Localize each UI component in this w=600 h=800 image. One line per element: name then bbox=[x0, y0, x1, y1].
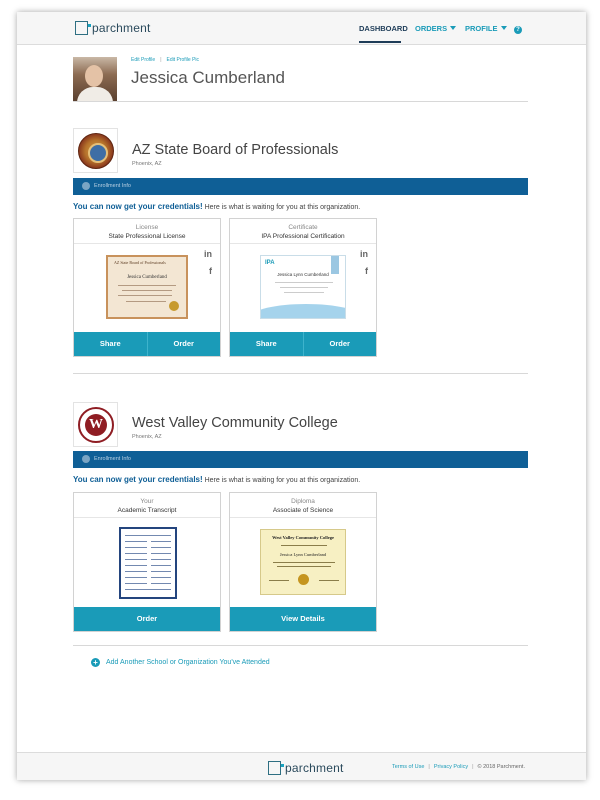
wave-decoration bbox=[260, 304, 346, 319]
card-name: IPA Professional Certification bbox=[261, 233, 345, 240]
credentials-message bbox=[73, 475, 360, 484]
edit-profile-pic-link[interactable]: Edit Profile Pic bbox=[166, 57, 200, 63]
card-type: License bbox=[135, 224, 159, 231]
enrollment-info-bar[interactable] bbox=[73, 451, 528, 468]
doc-title: AZ State Board of Professionals bbox=[114, 260, 166, 265]
diploma-preview[interactable] bbox=[260, 529, 346, 595]
enrollment-info-label: Enrollment Info bbox=[94, 183, 131, 189]
divider bbox=[73, 373, 528, 374]
org-name: West Valley Community College bbox=[132, 415, 338, 431]
divider bbox=[73, 645, 528, 646]
order-button[interactable]: Order bbox=[74, 607, 220, 631]
footer-links bbox=[392, 764, 525, 770]
order-button[interactable]: Order bbox=[303, 332, 377, 356]
card-actions bbox=[230, 607, 376, 631]
doc-holder: Jessica Cumberland bbox=[127, 275, 167, 280]
az-seal-icon bbox=[78, 133, 114, 169]
card-name: State Professional License bbox=[108, 233, 186, 240]
nav-profile[interactable] bbox=[465, 24, 507, 33]
footer-logo[interactable] bbox=[268, 761, 344, 775]
linkedin-icon[interactable]: in bbox=[204, 249, 212, 259]
plus-icon: + bbox=[91, 658, 100, 667]
card-type: Certificate bbox=[288, 224, 318, 231]
help-icon[interactable]: ? bbox=[514, 26, 522, 34]
doc-title: IPA bbox=[265, 260, 275, 266]
nav-profile-label: PROFILE bbox=[465, 24, 498, 33]
add-school-label: Add Another School or Organization You've Attended bbox=[106, 659, 270, 666]
card-actions bbox=[74, 332, 220, 356]
enrollment-info-label: Enrollment Info bbox=[94, 456, 131, 462]
parchment-logo[interactable] bbox=[75, 21, 151, 35]
card-divider bbox=[230, 517, 376, 518]
credential-card-transcript bbox=[73, 492, 221, 632]
top-navbar bbox=[17, 12, 586, 45]
wvcc-seal-icon bbox=[78, 407, 114, 443]
certificate-preview[interactable] bbox=[260, 255, 346, 319]
card-actions bbox=[230, 332, 376, 356]
card-name: Academic Transcript bbox=[117, 507, 177, 514]
credential-card-license bbox=[73, 218, 221, 357]
parchment-logo-icon bbox=[75, 21, 88, 35]
chevron-down-icon bbox=[450, 26, 456, 30]
license-preview[interactable] bbox=[106, 255, 188, 319]
org-location: Phoenix, AZ bbox=[132, 161, 162, 167]
doc-title: West Valley Community College bbox=[272, 535, 334, 540]
transcript-preview[interactable] bbox=[119, 527, 177, 599]
credentials-message bbox=[73, 202, 360, 211]
share-button[interactable]: Share bbox=[230, 332, 303, 356]
profile-links bbox=[131, 57, 199, 63]
card-divider bbox=[230, 243, 376, 244]
nav-dashboard[interactable]: DASHBOARD bbox=[359, 24, 408, 33]
credentials-headline: You can now get your credentials! bbox=[73, 475, 203, 484]
doc-holder: Jessica Lynn Cumberland bbox=[277, 272, 329, 277]
footer bbox=[17, 752, 586, 780]
card-name: Associate of Science bbox=[272, 507, 334, 514]
credential-card-diploma bbox=[229, 492, 377, 632]
facebook-icon[interactable]: f bbox=[209, 266, 212, 276]
credentials-subtext: Here is what is waiting for you at this organization. bbox=[204, 204, 361, 211]
terms-link[interactable]: Terms of Use bbox=[392, 764, 425, 770]
org-seal-wvcc bbox=[73, 402, 118, 447]
org-name: AZ State Board of Professionals bbox=[132, 142, 339, 158]
card-type: Your bbox=[140, 498, 154, 505]
page-frame bbox=[17, 12, 586, 780]
org-location: Phoenix, AZ bbox=[132, 434, 162, 440]
add-school-link[interactable] bbox=[91, 658, 270, 667]
nav-orders-label: ORDERS bbox=[415, 24, 448, 33]
gear-icon bbox=[82, 182, 90, 190]
card-divider bbox=[74, 517, 220, 518]
facebook-icon[interactable]: f bbox=[365, 266, 368, 276]
footer-separator: | bbox=[472, 764, 474, 770]
order-button[interactable]: Order bbox=[147, 332, 221, 356]
credentials-subtext: Here is what is waiting for you at this organization. bbox=[204, 477, 361, 484]
enrollment-info-bar[interactable] bbox=[73, 178, 528, 195]
nav-orders[interactable] bbox=[415, 24, 456, 33]
seal-letter: W bbox=[85, 414, 107, 436]
privacy-link[interactable]: Privacy Policy bbox=[433, 764, 469, 770]
credentials-headline: You can now get your credentials! bbox=[73, 202, 203, 211]
copyright: © 2018 Parchment. bbox=[477, 764, 525, 770]
brand-name: parchment bbox=[92, 21, 151, 35]
card-divider bbox=[74, 243, 220, 244]
footer-brand: parchment bbox=[285, 761, 344, 775]
link-separator: | bbox=[160, 57, 162, 63]
credential-card-certificate bbox=[229, 218, 377, 357]
card-actions bbox=[74, 607, 220, 631]
org-seal-az bbox=[73, 128, 118, 173]
avatar bbox=[73, 57, 117, 101]
footer-separator: | bbox=[428, 764, 430, 770]
seal-icon bbox=[169, 301, 179, 311]
view-details-button[interactable]: View Details bbox=[230, 607, 376, 631]
doc-holder: Jessica Lynn Cumberland bbox=[279, 552, 327, 557]
nav-active-underline bbox=[359, 41, 401, 43]
seal-icon bbox=[298, 574, 309, 585]
share-button[interactable]: Share bbox=[74, 332, 147, 356]
parchment-logo-icon bbox=[268, 761, 281, 775]
divider bbox=[73, 101, 528, 102]
chevron-down-icon bbox=[501, 26, 507, 30]
gear-icon bbox=[82, 455, 90, 463]
card-type: Diploma bbox=[291, 498, 315, 505]
linkedin-icon[interactable]: in bbox=[360, 249, 368, 259]
edit-profile-link[interactable]: Edit Profile bbox=[131, 57, 156, 63]
profile-name: Jessica Cumberland bbox=[131, 68, 286, 87]
